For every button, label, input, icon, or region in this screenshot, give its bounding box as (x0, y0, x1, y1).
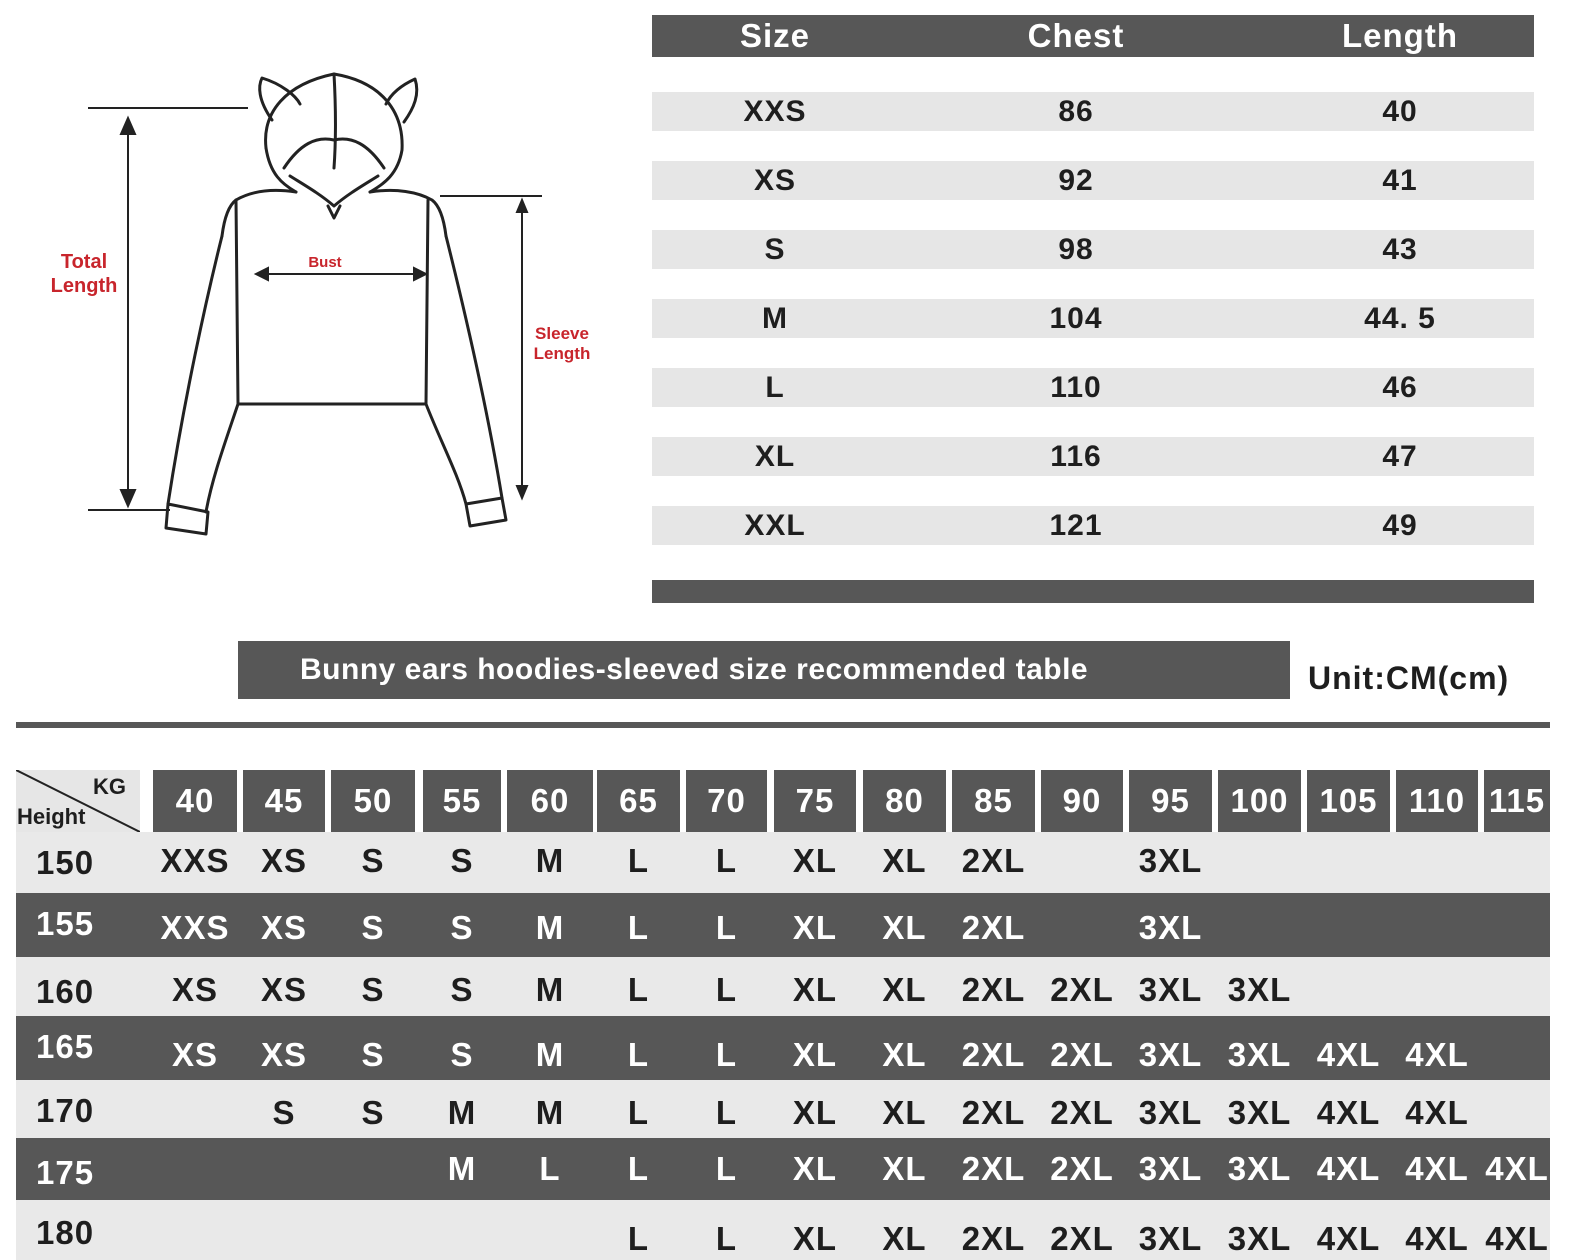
recommended-size-cell: XL (792, 1094, 838, 1131)
recommended-size-cell: XL (792, 971, 838, 1008)
bust-label: Bust (308, 254, 342, 271)
recommended-size-cell: L (627, 909, 650, 946)
recommended-size-cell: 2XL (1050, 971, 1114, 1008)
weight-header-cell: 100 (1218, 770, 1301, 832)
recommended-size-cell: S (361, 909, 385, 946)
recommendation-row (16, 1138, 1550, 1200)
recommended-size-cell: M (535, 842, 565, 879)
recommended-size-cell: M (535, 909, 565, 946)
height-cell: 180 (36, 1214, 95, 1251)
recommended-size-cell: XL (882, 909, 927, 946)
recommended-size-cell: S (272, 1094, 296, 1131)
size-table-row (652, 506, 1534, 545)
chest-cell: 110 (1050, 371, 1102, 404)
recommended-size-cell: 3XL (1138, 971, 1203, 1008)
sleeve-length-label: Sleeve Length (533, 324, 591, 364)
recommended-size-cell: 2XL (1050, 1150, 1114, 1187)
recommended-size-cell: 2XL (961, 1036, 1026, 1073)
weight-header-cell: 105 (1307, 770, 1390, 832)
recommended-size-cell: 4XL (1405, 1150, 1469, 1187)
recommended-size-cell: M (535, 971, 565, 1008)
recommended-size-cell: 2XL (961, 1220, 1026, 1257)
corner-height-label: Height (17, 804, 86, 829)
weight-header-cell: 50 (331, 770, 415, 832)
recommended-size-cell: 2XL (961, 842, 1026, 879)
recommended-size-cell: XL (792, 1036, 838, 1073)
chest-cell: 116 (1050, 440, 1102, 473)
total-length-label: Total Length (50, 251, 118, 297)
recommended-size-cell: 4XL (1485, 1150, 1549, 1187)
recommended-size-cell: XS (260, 1036, 308, 1073)
recommended-size-cell: 2XL (1050, 1094, 1114, 1131)
weight-header-cell: 80 (863, 770, 946, 832)
grid-corner-header (16, 770, 140, 832)
height-cell: 175 (36, 1154, 95, 1191)
recommended-size-cell: 3XL (1227, 1150, 1292, 1187)
length-cell: 44. 5 (1364, 302, 1436, 335)
height-cell: 155 (36, 905, 95, 942)
weight-header-cell: 85 (952, 770, 1035, 832)
length-cell: 43 (1382, 233, 1418, 266)
weight-header-cell: 55 (423, 770, 501, 832)
recommended-size-cell: 3XL (1227, 971, 1292, 1008)
recommended-size-cell: S (450, 909, 474, 946)
recommendation-row (16, 957, 1550, 1016)
recommended-size-cell: 4XL (1316, 1036, 1381, 1073)
recommended-size-cell: XL (792, 1220, 838, 1257)
recommendation-row (16, 832, 1550, 893)
recommended-size-cell: L (715, 1094, 738, 1131)
height-cell: 160 (36, 973, 95, 1010)
recommendation-row (16, 893, 1550, 957)
recommended-size-cell: L (627, 971, 650, 1008)
recommended-size-cell: L (715, 1220, 738, 1257)
recommended-size-cell: XL (882, 1220, 927, 1257)
recommended-size-cell: 3XL (1227, 1220, 1292, 1257)
length-cell: 40 (1382, 95, 1418, 128)
weight-header-cell: 70 (686, 770, 767, 832)
size-table-footer-bar (652, 580, 1534, 603)
recommended-size-cell: XS (260, 971, 308, 1008)
size-table-row (652, 368, 1534, 407)
size-cell: XS (753, 164, 797, 197)
chest-cell: 104 (1049, 302, 1103, 335)
recommended-size-cell: L (627, 1150, 650, 1187)
weight-header-cell: 115 (1484, 770, 1550, 832)
recommended-size-cell: 2XL (961, 971, 1026, 1008)
recommended-size-cell: 3XL (1138, 1036, 1203, 1073)
size-cell: S (764, 233, 786, 266)
weight-header-cell: 110 (1396, 770, 1478, 832)
recommended-size-cell: L (627, 1036, 650, 1073)
recommended-size-cell: L (539, 1150, 561, 1187)
weight-header-cell: 45 (243, 770, 325, 832)
size-table-row (652, 92, 1534, 131)
section-divider (16, 722, 1550, 728)
recommended-size-cell: L (715, 1150, 738, 1187)
recommended-size-cell: 3XL (1138, 842, 1203, 879)
recommended-size-cell: S (361, 971, 385, 1008)
recommended-size-cell: XS (260, 842, 308, 879)
recommended-size-cell: 3XL (1138, 909, 1203, 946)
recommendation-row (16, 1080, 1550, 1138)
recommended-size-cell: 3XL (1138, 1094, 1203, 1131)
recommended-size-cell: 4XL (1405, 1094, 1469, 1131)
recommended-size-cell: M (535, 1036, 565, 1073)
recommended-size-cell: XL (882, 1094, 927, 1131)
recommendation-row (16, 1016, 1550, 1080)
recommended-size-cell: 2XL (961, 909, 1026, 946)
recommended-size-cell: S (450, 842, 474, 879)
size-cell: XXS (743, 95, 807, 128)
recommended-size-cell: S (450, 971, 474, 1008)
recommended-size-cell: L (715, 971, 738, 1008)
recommended-size-cell: XL (882, 971, 927, 1008)
recommended-size-cell: XL (792, 842, 838, 879)
recommended-size-cell: XXS (160, 842, 230, 879)
recommended-size-cell: XS (171, 971, 219, 1008)
recommended-size-cell: 3XL (1227, 1094, 1292, 1131)
size-cell: XXL (744, 509, 806, 542)
recommended-size-cell: 2XL (1050, 1220, 1114, 1257)
length-column-header: Length (1342, 17, 1458, 54)
recommended-size-cell: 4XL (1316, 1220, 1381, 1257)
recommended-size-cell: 4XL (1405, 1220, 1469, 1257)
recommended-size-cell: L (627, 842, 650, 879)
recommended-size-cell: M (447, 1094, 477, 1131)
recommended-size-cell: 2XL (961, 1150, 1026, 1187)
recommended-size-cell: XS (171, 1036, 219, 1073)
chest-column-header: Chest (1027, 17, 1125, 54)
recommended-size-cell: XL (882, 1036, 927, 1073)
recommended-size-cell: 4XL (1405, 1036, 1469, 1073)
recommended-size-cell: M (535, 1094, 565, 1131)
recommended-size-cell: L (715, 1036, 738, 1073)
height-cell: 165 (36, 1028, 95, 1065)
chest-cell: 121 (1049, 509, 1103, 542)
weight-header-cell: 75 (774, 770, 856, 832)
recommended-size-cell: L (715, 909, 738, 946)
height-cell: 170 (36, 1092, 95, 1129)
recommended-size-cell: S (450, 1036, 474, 1073)
weight-header-cell: 65 (597, 770, 680, 832)
chest-cell: 98 (1058, 233, 1094, 266)
length-cell: 41 (1382, 164, 1418, 197)
chest-cell: 92 (1058, 164, 1094, 197)
recommended-size-cell: S (361, 842, 385, 879)
recommended-size-cell: 2XL (1050, 1036, 1114, 1073)
size-table-row (652, 437, 1534, 476)
recommended-size-cell: L (715, 842, 738, 879)
size-table-row (652, 299, 1534, 338)
length-cell: 47 (1382, 440, 1418, 473)
weight-header-cell: 95 (1129, 770, 1212, 832)
recommended-size-cell: 2XL (961, 1094, 1026, 1131)
recommended-size-cell: XL (882, 1150, 927, 1187)
weight-header-cell: 90 (1041, 770, 1123, 832)
recommended-size-cell: XS (260, 909, 308, 946)
unit-label: Unit:CM(cm) (1308, 660, 1510, 696)
recommended-size-cell: 4XL (1316, 1094, 1381, 1131)
recommended-size-cell: M (447, 1150, 477, 1187)
corner-kg-label: KG (93, 774, 126, 799)
recommended-size-cell: 3XL (1138, 1220, 1203, 1257)
weight-header-cell: 60 (507, 770, 593, 832)
recommended-size-cell: XXS (160, 909, 230, 946)
size-column-header: Size (739, 17, 811, 54)
recommended-size-cell: L (627, 1094, 650, 1131)
recommended-size-cell: XL (792, 1150, 838, 1187)
recommended-size-cell: S (361, 1036, 385, 1073)
recommended-size-cell: 4XL (1316, 1150, 1381, 1187)
recommended-table-title: Bunny ears hoodies-sleeved size recommended table (238, 641, 1290, 699)
weight-header-cell: 40 (153, 770, 237, 832)
length-cell: 46 (1382, 371, 1418, 404)
size-cell: M (762, 302, 788, 335)
recommended-size-cell: L (627, 1220, 650, 1257)
recommendation-row (16, 1200, 1550, 1260)
chest-cell: 86 (1058, 95, 1094, 128)
recommended-size-cell: 3XL (1138, 1150, 1203, 1187)
size-cell: L (765, 371, 785, 404)
recommended-size-cell: XL (792, 909, 838, 946)
recommended-size-cell: 4XL (1485, 1220, 1549, 1257)
height-cell: 150 (36, 844, 95, 881)
size-table-header (652, 15, 1534, 57)
size-cell: XL (754, 440, 796, 473)
hoodie-measurement-diagram (0, 0, 620, 560)
size-table-row (652, 161, 1534, 200)
size-table-row (652, 230, 1534, 269)
recommended-size-cell: S (361, 1094, 385, 1131)
length-cell: 49 (1382, 509, 1418, 542)
recommended-size-cell: XL (882, 842, 927, 879)
recommended-size-cell: 3XL (1227, 1036, 1292, 1073)
